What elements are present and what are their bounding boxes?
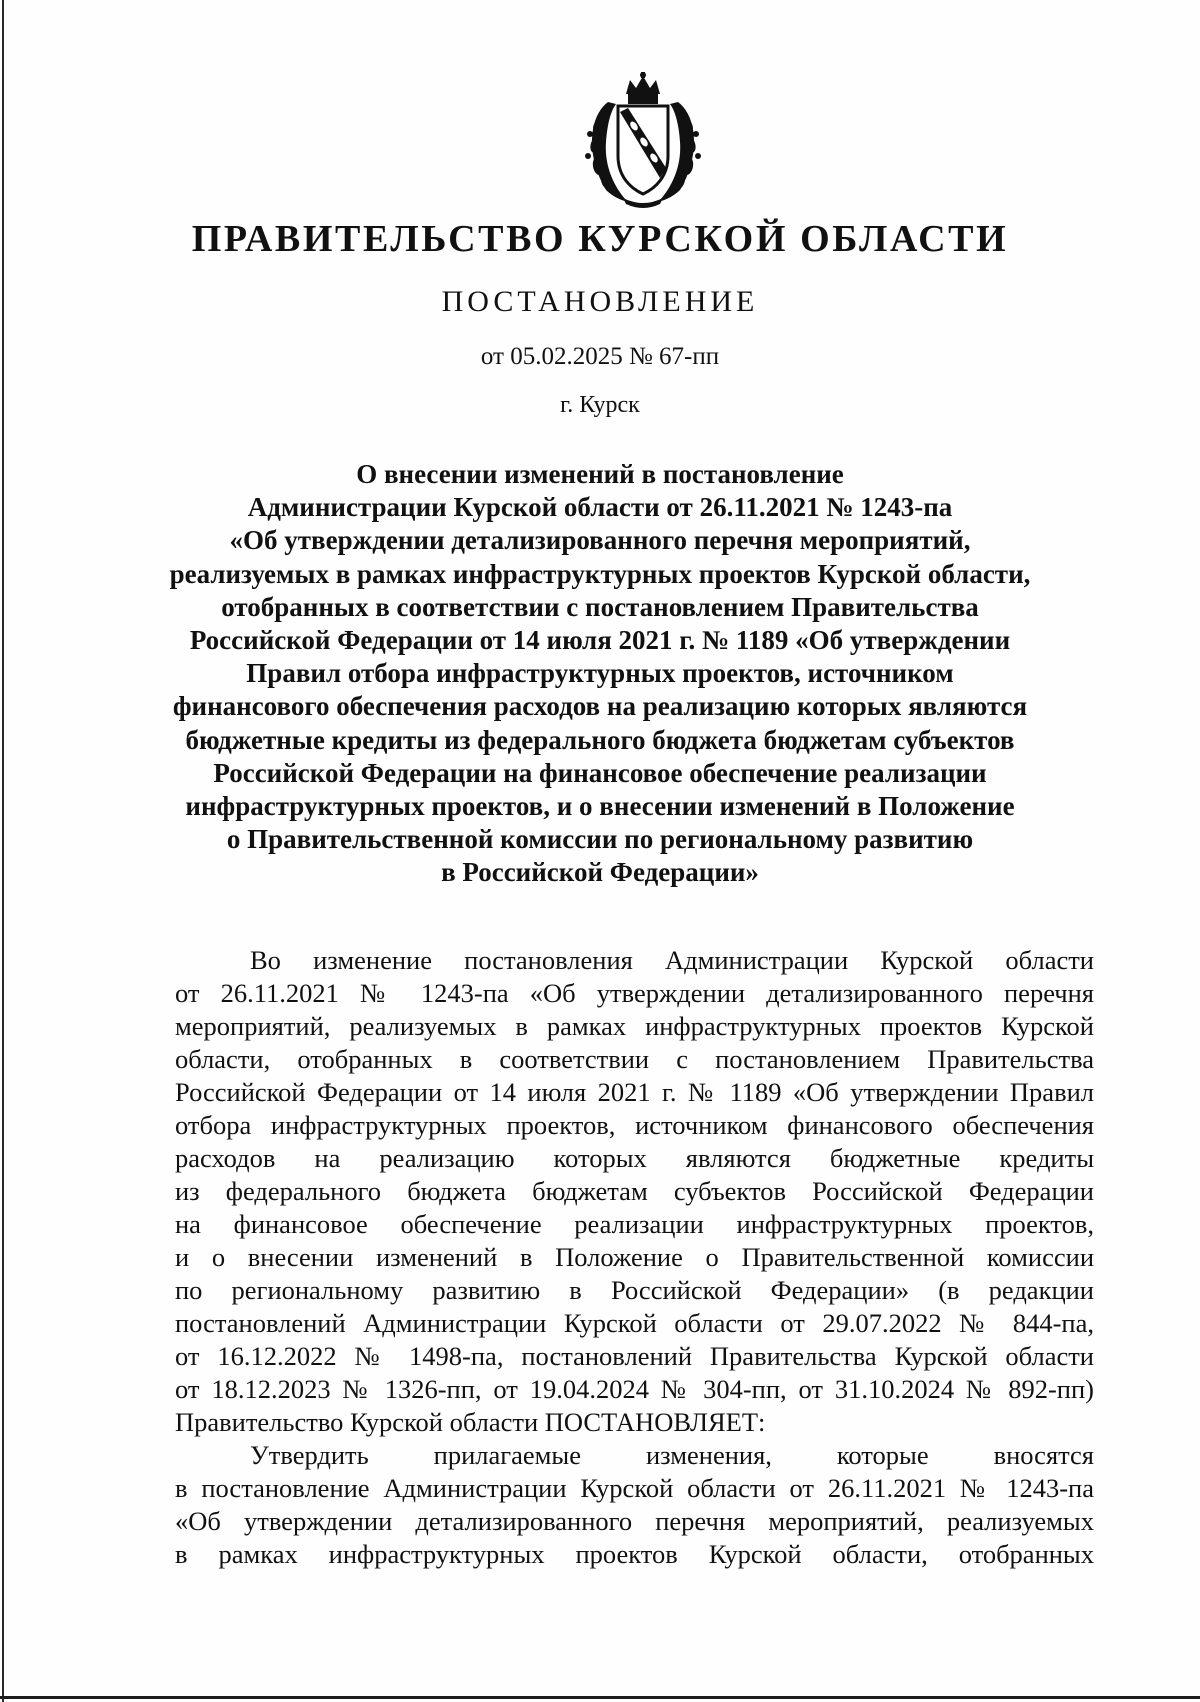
body-line: по региональному развитию в Российской Федерации» (в редакции — [175, 1275, 1094, 1305]
document-heading — [0, 458, 1200, 890]
body-line: области, отобранных в соответствии с постановлением Правительства — [175, 1044, 1094, 1074]
document-date-number: от 05.02.2025 № 67-пп — [480, 343, 720, 370]
body-line: от 16.12.2022 № 1498-па, постановлений Правительства Курской области — [175, 1341, 1094, 1371]
body-line: на финансовое обеспечение реализации инфраструктурных проектов, — [175, 1209, 1094, 1239]
body-line: и о внесении изменений в Положение о Правительственной комиссии — [175, 1242, 1094, 1272]
body-line: из федерального бюджета бюджетам субъектов Российской Федерации — [175, 1176, 1094, 1206]
heading-line: отобранных в соответствии с постановлением Правительства — [221, 591, 979, 622]
heading-line: реализуемых в рамках инфраструктурных проектов Курской области, — [169, 558, 1031, 589]
body-line: постановлений Администрации Курской области от 29.07.2022 № 844-па, — [175, 1308, 1094, 1338]
body-line: от 18.12.2023 № 1326-пп, от 19.04.2024 № 304-пп, от 31.10.2024 № 892-пп) — [175, 1374, 1094, 1404]
heading-line: О внесении изменений в постановление — [356, 459, 844, 489]
document-body — [175, 944, 1094, 1571]
document-city: г. Курск — [560, 392, 640, 418]
body-line: от 26.11.2021 № 1243-па «Об утверждении детализированного перечня — [175, 978, 1094, 1008]
heading-line: Администрации Курской области от 26.11.2021 № 1243-па — [247, 492, 953, 523]
heading-line: Правил отбора инфраструктурных проектов, источником — [246, 658, 954, 689]
scan-bottom-edge — [0, 1696, 1200, 1699]
body-line: Российской Федерации от 14 июля 2021 г. № 1189 «Об утверждении Правил — [175, 1077, 1094, 1107]
heading-line: о Правительственной комиссии по региональному развитию — [226, 824, 974, 855]
document-type: ПОСТАНОВЛЕНИЕ — [441, 285, 759, 318]
heading-line: «Об утверждении детализированного перечня мероприятий, — [229, 525, 971, 556]
body-line: Утвердить прилагаемые изменения, которые вносятся — [250, 1440, 1094, 1470]
heading-line: в Российской Федерации» — [441, 857, 759, 888]
body-line: мероприятий, реализуемых в рамках инфраструктурных проектов Курской — [175, 1011, 1094, 1041]
heading-line: бюджетные кредиты из федерального бюджета бюджетам субъектов — [185, 724, 1015, 755]
body-line: отбора инфраструктурных проектов, источником финансового обеспечения — [175, 1110, 1094, 1140]
heading-line: Российской Федерации от 14 июля 2021 г. № 1189 «Об утверждении — [189, 625, 1011, 656]
body-line: расходов на реализацию которых являются бюджетные кредиты — [175, 1143, 1094, 1173]
coat-of-arms-icon — [568, 72, 718, 208]
body-line: в рамках инфраструктурных проектов Курской области, отобранных — [175, 1539, 1094, 1569]
body-line: Во изменение постановления Администрации Курской области — [250, 945, 1094, 975]
body-line: «Об утверждении детализированного перечня мероприятий, реализуемых — [175, 1506, 1094, 1536]
body-line: в постановление Администрации Курской области от 26.11.2021 № 1243-па — [175, 1473, 1094, 1503]
heading-line: инфраструктурных проектов, и о внесении изменений в Положение — [185, 791, 1015, 822]
heading-line: Российской Федерации на финансовое обеспечение реализации — [213, 757, 987, 788]
organization-title: ПРАВИТЕЛЬСТВО КУРСКОЙ ОБЛАСТИ — [191, 218, 1009, 260]
heading-line: финансового обеспечения расходов на реализацию которых являются — [172, 691, 1028, 722]
body-line: Правительство Курской области ПОСТАНОВЛЯЕТ: — [175, 1407, 766, 1437]
